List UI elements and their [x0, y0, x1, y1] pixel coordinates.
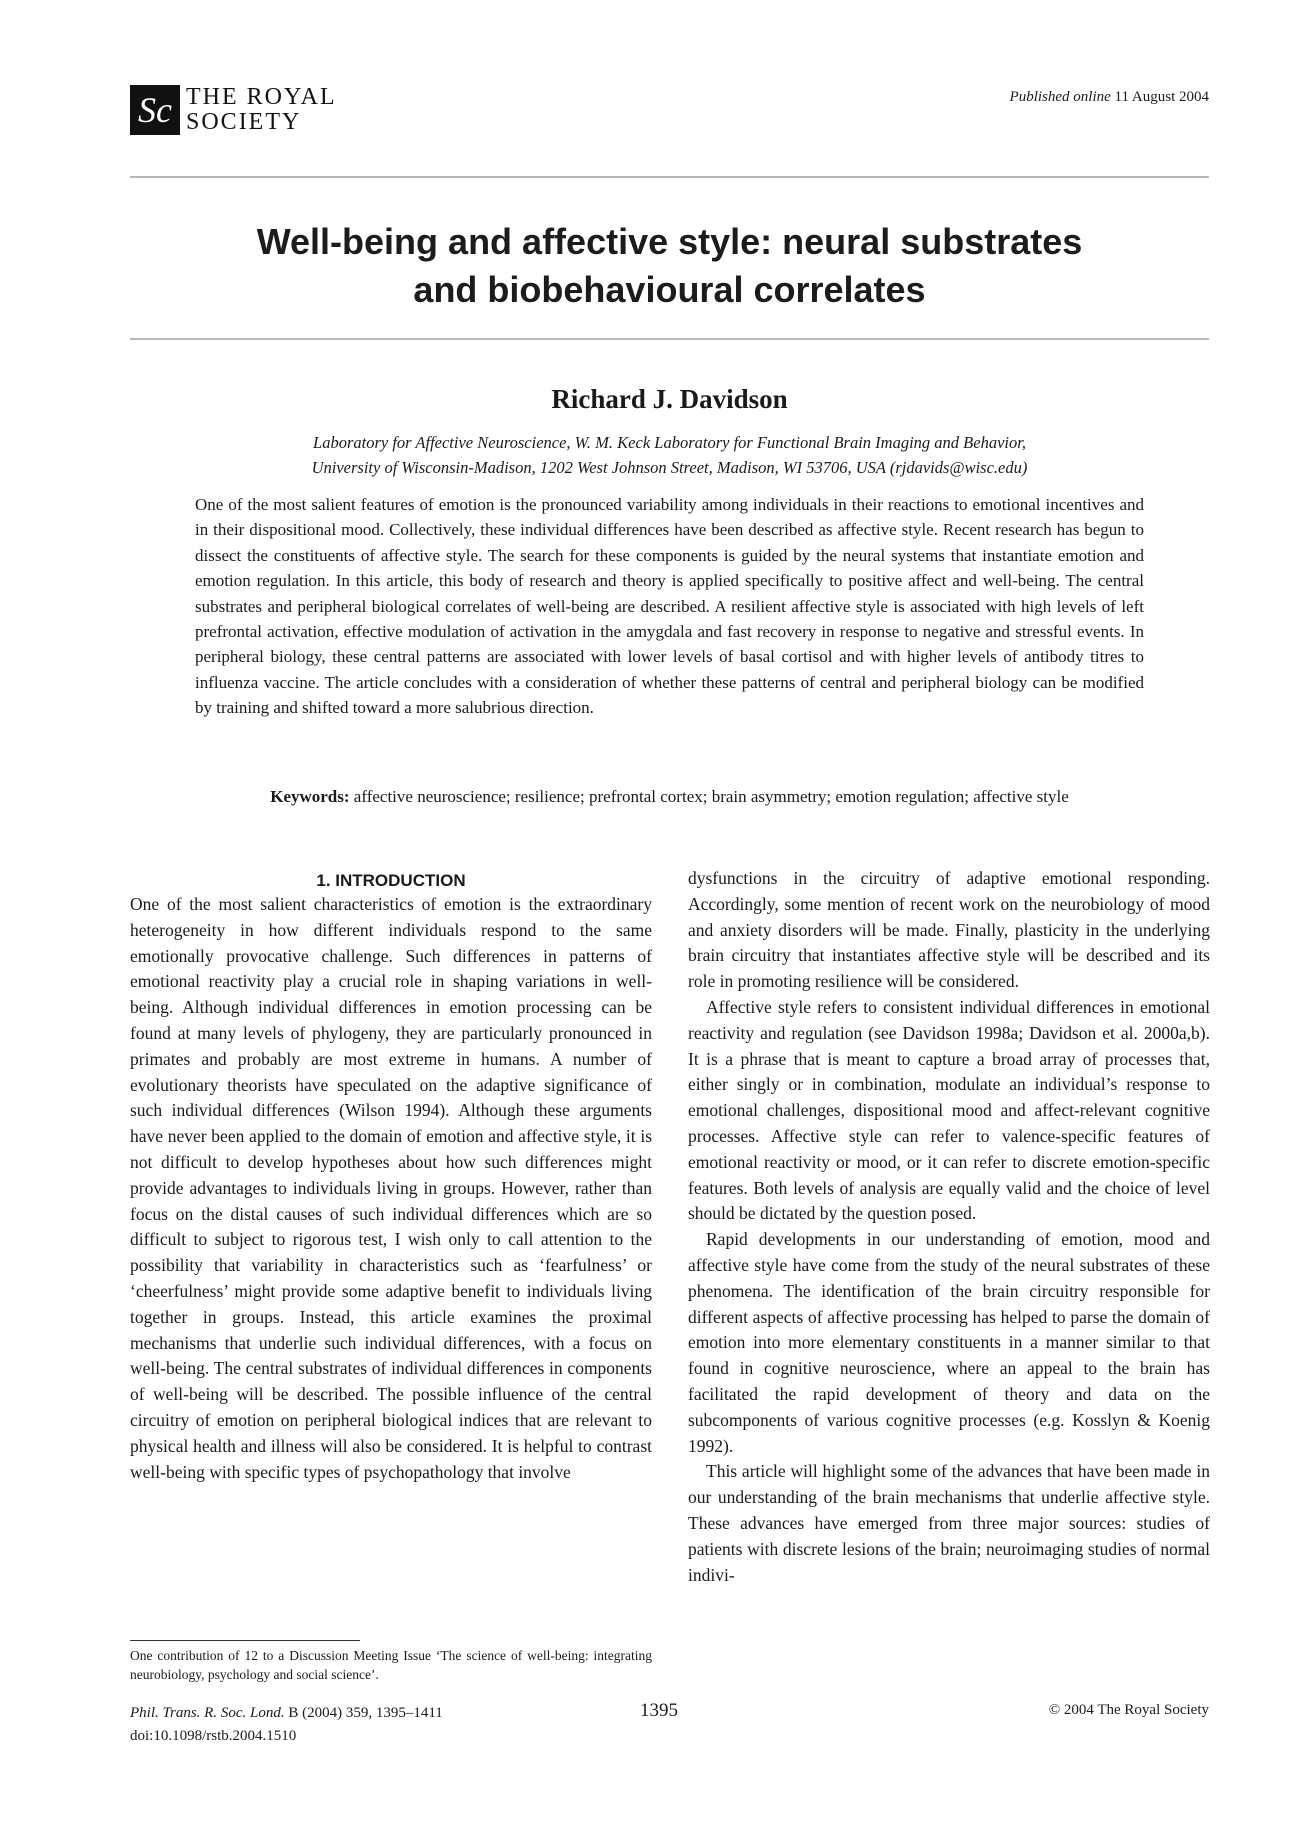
right-column: [688, 866, 1210, 1666]
logo-monogram: Sc: [138, 90, 172, 130]
logo-text-line2: SOCIETY: [186, 109, 302, 135]
section-heading: 1. INTRODUCTION: [316, 871, 466, 890]
keywords-label: Keywords:: [270, 787, 350, 806]
logo-text-line1: THE ROYAL: [186, 84, 337, 110]
journal-citation: [130, 1702, 443, 1725]
published-label: Published online: [1009, 89, 1111, 105]
page-number: 1395: [640, 1700, 678, 1721]
right-paragraph-1: dysfunctions in the circuitry of adaptive emotional responding. Accordingly, some mention of recent work on the neurobiology of mood and anxiety disorders will be made. Finally, plasticity in the underlying brain circuitry that instantiates affective style will be described and its role in promoting resilience will be considered.: [688, 868, 1210, 992]
paper-title: [130, 218, 1209, 314]
title-rule: [130, 338, 1209, 340]
royal-society-logo: [130, 85, 337, 135]
footnote-rule: [130, 1640, 360, 1641]
citation-footer: [130, 1702, 443, 1748]
author-name: Richard J. Davidson: [551, 384, 788, 414]
journal-name: Phil. Trans. R. Soc. Lond.: [130, 1705, 285, 1721]
keywords: [195, 784, 1144, 809]
affiliation-line1: Laboratory for Affective Neuroscience, W. M. Keck Laboratory for Functional Brain Imaging and Behavior,: [313, 433, 1026, 452]
footnote: One contribution of 12 to a Discussion Meeting Issue ‘The science of well-being: integrating neurobiology, psychology and social science’.: [130, 1648, 652, 1682]
published-date: [1010, 89, 1209, 106]
header-rule: [130, 176, 1209, 178]
left-column: [130, 892, 652, 1592]
right-paragraph-2: Affective style refers to consistent individual differences in emotional reactivity and regulation (see Davidson 1998a; Davidson et al. 2000a,b). It is a phrase that is meant to capture a broad array of processes that, either singly or in combination, modulate an individual’s response to emotional challenges, dispositional mood and affect-relevant cognitive processes. Affective style can refer to valence-specific features of emotional reactivity or mood, or it can refer to discrete emotion-specific features. Both levels of analysis are equally valid and the choice of level should be dictated by the question posed.: [688, 996, 1210, 1224]
journal-volume: B (2004) 359, 1395–1411: [288, 1705, 443, 1721]
abstract: One of the most salient features of emotion is the pronounced variability among individuals in their reactions to emotional incentives and in their dispositional mood. Collectively, these individual differences have been described as affective style. Recent research has begun to dissect the constituents of affective style. The search for these components is guided by the neural systems that instantiate emotion and emotion regulation. In this article, this body of research and theory is applied specifically to positive affect and well-being. The central substrates and peripheral biological correlates of well-being are described. A resilient affective style is associated with high levels of left prefrontal activation, effective modulation of activation in the amygdala and fast recovery in response to negative and stressful events. In peripheral biology, these central patterns are associated with lower levels of basal cortisol and with higher levels of antibody titres to influenza vaccine. The article concludes with a consideration of whether these patterns of central and peripheral biology can be modified by training and shifted toward a more salubrious direction.: [195, 495, 1144, 718]
royal-society-monogram-icon: [130, 85, 180, 135]
author-affiliation: [195, 430, 1144, 480]
affiliation-line2: University of Wisconsin-Madison, 1202 West Johnson Street, Madison, WI 53706, USA (rjdavids@wisc.edu): [311, 458, 1028, 477]
right-paragraph-3: Rapid developments in our understanding of emotion, mood and affective style have come from the study of the neural substrates of these phenomena. The identification of the brain circuitry responsible for different aspects of affective processing has helped to parse the domain of emotion into more elementary constituents in a manner similar to that found in cognitive neuroscience, where an appeal to the brain has facilitated the rapid development of theory and data on the subcomponents of various cognitive processes (e.g. Kosslyn & Koenig 1992).: [688, 1229, 1210, 1456]
keywords-text: affective neuroscience; resilience; prefrontal cortex; brain asymmetry; emotion regulation; affective style: [353, 787, 1069, 806]
logo-text: [186, 85, 337, 135]
published-date-value: 11 August 2004: [1114, 89, 1209, 105]
copyright: © 2004 The Royal Society: [1048, 1702, 1209, 1718]
right-paragraph-4: This article will highlight some of the advances that have been made in our understanding of the brain mechanisms that underlie affective style. These advances have emerged from three major sources: studies of patients with discrete lesions of the brain; neuroimaging studies of normal indivi-: [688, 1461, 1210, 1585]
title-line1: Well-being and affective style: neural substrates: [256, 221, 1083, 262]
title-line2: and biobehavioural correlates: [413, 269, 926, 310]
left-paragraph-1: One of the most salient characteristics of emotion is the extraordinary heterogeneity in how different individuals respond to the same emotionally provocative challenge. Such differences in patterns of emotional reactivity play a crucial role in shaping variations in well-being. Although individual differences in emotion processing can be found at many levels of phylogeny, they are particularly pronounced in primates and probably are most extreme in humans. A number of evolutionary theorists have speculated on the adaptive significance of such individual differences (Wilson 1994). Although these arguments have never been applied to the domain of emotion and affective style, it is not difficult to develop hypotheses about how such differences might provide advantages to individuals living in groups. However, rather than focus on the distal causes of such individual differences which are so difficult to subject to rigorous test, I wish only to call attention to the possibility that variability in characteristics such as ‘fearfulness’ or ‘cheerfulness’ might provide some adaptive benefit to individuals living together in groups. Instead, this article examines the proximal mechanisms that underlie such individual differences, with a focus on well-being. The central substrates of individual differences in components of well-being will be described. The possible influence of the central circuitry of emotion on peripheral biological indices that are relevant to physical health and illness will also be considered. It is helpful to contrast well-being with specific types of psychopathology that involve: [130, 894, 652, 1482]
doi: doi:10.1098/rstb.2004.1510: [130, 1728, 297, 1744]
